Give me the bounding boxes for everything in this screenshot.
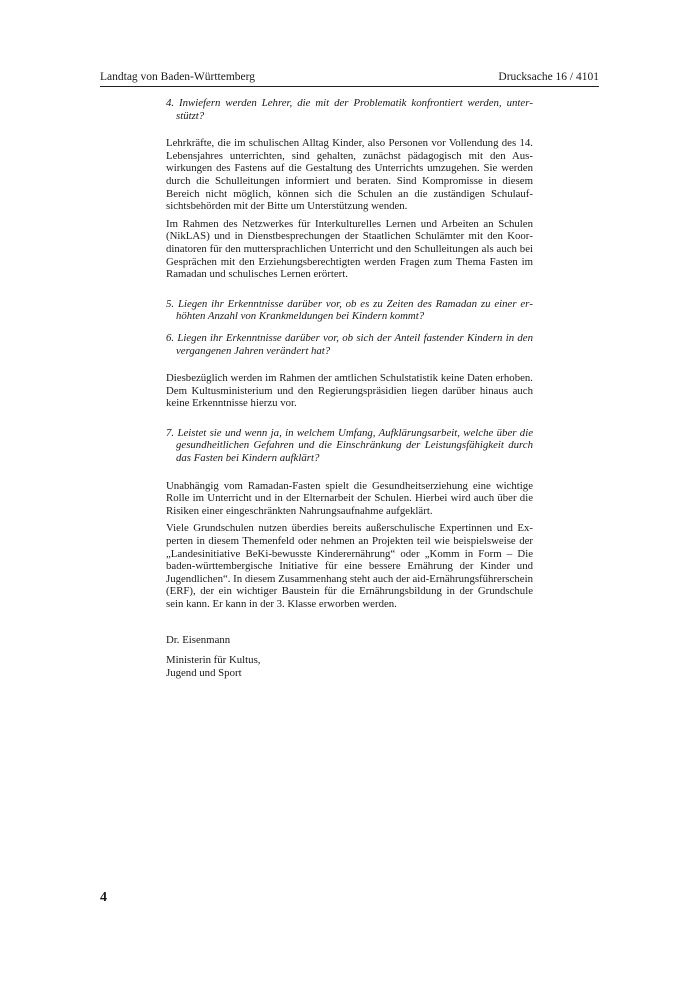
question-7: 7. Leistet sie und wenn ja, in welchem Umfang, Aufklärungsarbeit, welche über die gesundheitlichen Gefahren und die Einschränkung der Leistungsfähigkeit durch das Fasten bei Kindern aufklärt?	[166, 426, 533, 465]
page-number: 4	[100, 890, 107, 905]
parliament-name: Landtag von Baden-Württemberg	[100, 71, 255, 83]
document-body	[166, 97, 533, 679]
signature-name: Dr. Eisenmann	[166, 633, 231, 646]
page-header	[100, 70, 599, 86]
answer-5-6: Diesbezüglich werden im Rahmen der amtlichen Schulstatistik keine Daten erhoben. Dem Kultusministerium und den Regierungspräsidien liegen darüber hinaus auch keine Erkenntnisse hierzu vor.	[166, 372, 533, 410]
question-6: 6. Liegen ihr Erkenntnisse darüber vor, ob sich der Anteil fastender Kindern in den vergangenen Jahren verändert hat?	[166, 331, 533, 357]
document-number: Drucksache 16 / 4101	[498, 71, 599, 83]
answer-7-paragraph-2: Viele Grundschulen nutzen überdies bereits außerschulische Expertinnen und Experten in diesem Themenfeld oder nehmen an Projekten teil wie beispielsweise der „Landesinitiative BeKi-bewusste Kinderernährung“ oder „Komm in Form – Die baden-württembergische Initiative für eine bessere Ernährung der Kinder und Jugendlichen“. In diesem Zusammenhang steht auch der aid-Ernährungsführerschein (ERF), der ein wichtiger Baustein für die Ernährungsbildung in der Grundschule sein kann. Er kann in der 3. Klasse erworben werden.	[166, 522, 533, 610]
signature-title-line-2: Jugend und Sport	[166, 666, 242, 679]
answer-7-paragraph-1: Unabhängig vom Ramadan-Fasten spielt die Gesundheitserziehung eine wichtige Rolle im Unterricht und in der Elternarbeit der Schulen. Hierbei wird auch über die Risiken einer eingeschränkten Nahrungsaufnahme aufgeklärt.	[166, 479, 533, 517]
question-5: 5. Liegen ihr Erkenntnisse darüber vor, ob es zu Zeiten des Ramadan zu einer erhöhten Anzahl von Krankmeldungen bei Kindern kommt?	[166, 297, 533, 323]
answer-4-paragraph-1: Lehrkräfte, die im schulischen Alltag Kinder, also Personen vor Vollendung des 14. Lebensjahres unterrichten, sind gehalten, zunächst pädagogisch mit den Auswirkungen des Fastens auf die Gestaltung des Unterrichts umzugehen. Sie werden durch die Schulleitungen informiert und beraten. Sind Kompromisse in diesem Bereich nicht möglich, können sich die Schulen an die zuständigen Schulaufsichtsbehörden mit der Bitte um Unterstützung wenden.	[166, 137, 533, 213]
question-4: 4. Inwiefern werden Lehrer, die mit der Problematik konfrontiert werden, unterstützt?	[166, 97, 533, 122]
answer-4-paragraph-2: Im Rahmen des Netzwerkes für Interkulturelles Lernen und Arbeiten an Schulen (NikLAS) und in Dienstbesprechungen der Staatlichen Schulämter mit den Koordinatoren für den muttersprachlichen Unterricht und den Schulleitungen als auch bei Gesprächen mit den Erziehungsberechtigten werden Fragen zum Thema Fasten im Ramadan und schulisches Lernen erörtert.	[166, 217, 533, 281]
header-divider	[100, 86, 599, 87]
signature-title-line-1: Ministerin für Kultus,	[166, 654, 261, 667]
